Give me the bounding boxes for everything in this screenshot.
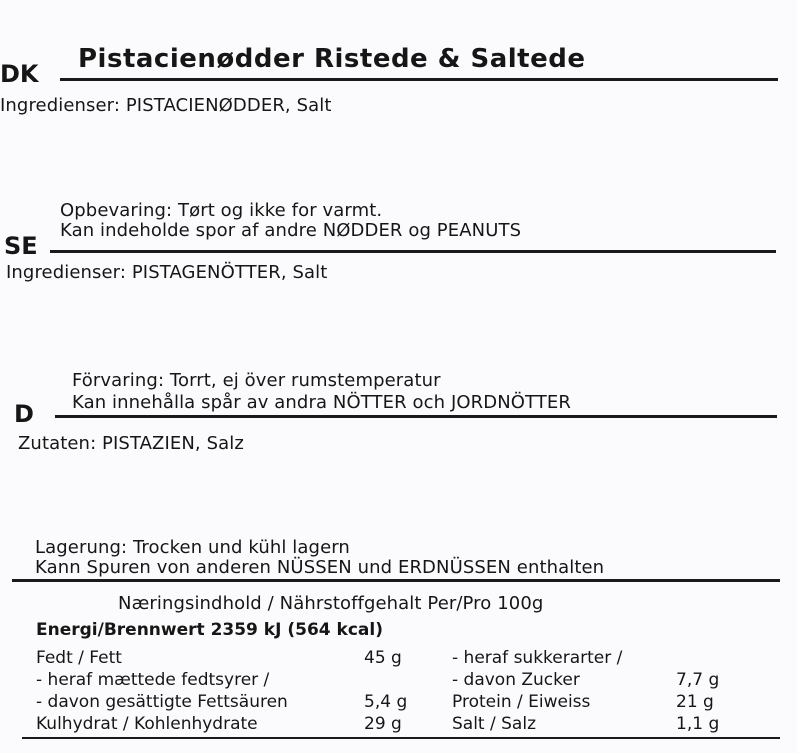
ingredients-dk: Ingredienser: PISTACIENØDDER, Salt <box>0 95 332 116</box>
nutrition-value: 7,7 g <box>676 670 720 690</box>
nutrition-value: 1,1 g <box>676 714 720 734</box>
nutrition-value: 45 g <box>364 648 402 668</box>
ingredients-de: Zutaten: PISTAZIEN, Salz <box>18 433 244 454</box>
nutrition-label: Fedt / Fett <box>36 648 122 668</box>
divider-dk <box>60 78 778 81</box>
allergen-dk: Kan indeholde spor af andre NØDDER og PEANUTS <box>60 220 522 241</box>
nutrition-label: Salt / Salz <box>452 714 536 734</box>
divider-se <box>50 250 776 253</box>
allergen-de: Kann Spuren von anderen NÜSSEN und ERDNÜSSEN enthalten <box>35 557 605 578</box>
storage-de: Lagerung: Trocken und kühl lagern <box>35 537 350 558</box>
nutrition-label: - heraf sukkerarter / <box>452 648 623 668</box>
nutrition-bottom-rule <box>22 737 780 739</box>
language-code-dk: DK <box>0 60 39 88</box>
nutrition-value: 29 g <box>364 714 402 734</box>
nutrition-label: Protein / Eiweiss <box>452 692 591 712</box>
nutrition-energy: Energi/Brennwert 2359 kJ (564 kcal) <box>36 620 383 640</box>
divider-de <box>55 415 777 418</box>
allergen-se: Kan innehålla spår av andra NÖTTER och JORDNÖTTER <box>72 392 571 413</box>
storage-dk: Opbevaring: Tørt og ikke for varmt. <box>60 200 383 221</box>
nutrition-header: Næringsindhold / Nährstoffgehalt Per/Pro 100g <box>118 593 544 614</box>
divider-nutrition <box>12 579 780 582</box>
nutrition-label: Kulhydrat / Kohlenhydrate <box>36 714 258 734</box>
nutrition-value: 5,4 g <box>364 692 408 712</box>
nutrition-value: 21 g <box>676 692 714 712</box>
product-title: Pistacienødder Ristede & Saltede <box>78 44 586 74</box>
nutrition-label: - davon gesättigte Fettsäuren <box>36 692 288 712</box>
nutrition-label: - davon Zucker <box>452 670 580 690</box>
storage-se: Förvaring: Torrt, ej över rumstemperatur <box>72 370 441 391</box>
language-code-de: D <box>14 400 34 428</box>
ingredients-se: Ingredienser: PISTAGENÖTTER, Salt <box>6 262 328 283</box>
language-code-se: SE <box>4 232 38 260</box>
nutrition-label: - heraf mættede fedtsyrer / <box>36 670 270 690</box>
